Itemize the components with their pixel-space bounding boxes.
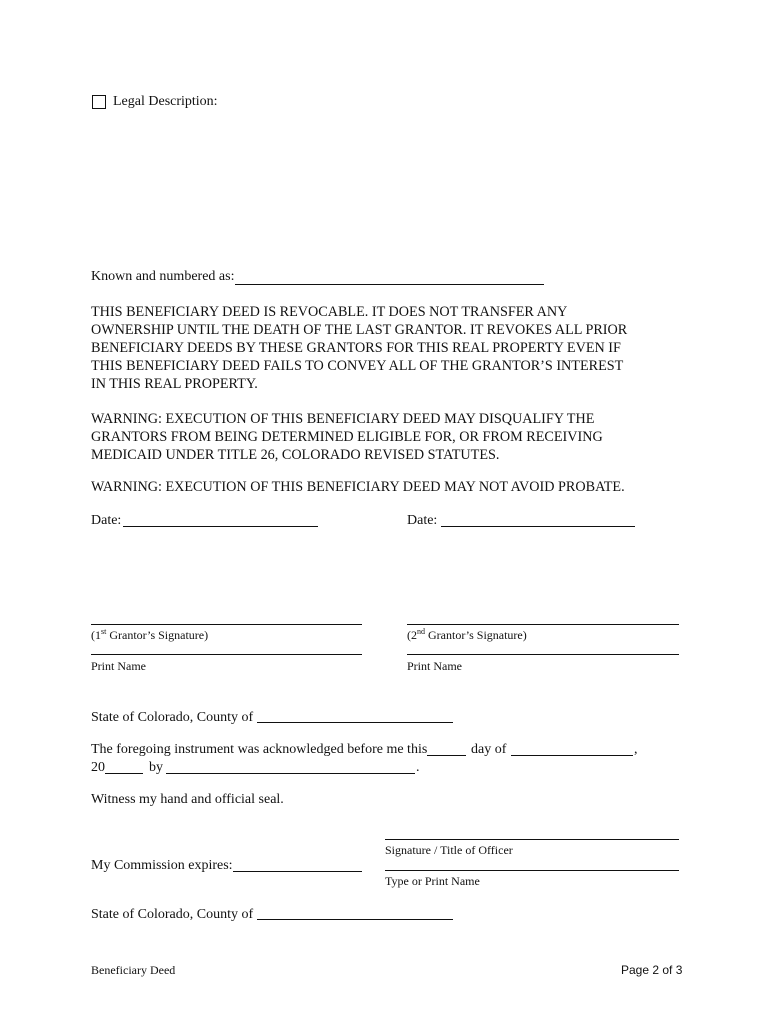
first-grantor-label-text: Grantor’s Signature) (106, 628, 209, 642)
county-field-1[interactable] (257, 722, 453, 723)
acknowledgment-prefix: The foregoing instrument was acknowledged before me this (91, 742, 428, 757)
print-name-label-right: Print Name (407, 659, 462, 673)
acknowledgment-comma: , (634, 742, 638, 757)
officer-signature-line[interactable] (385, 839, 679, 840)
second-grantor-ordinal: nd (417, 627, 425, 636)
print-name-label-left: Print Name (91, 659, 146, 673)
second-grantor-signature-label: (2nd Grantor’s Signature) (407, 627, 527, 642)
commission-expires-field[interactable] (233, 871, 362, 872)
probate-warning: WARNING: EXECUTION OF THIS BENEFICIARY DEED MAY NOT AVOID PROBATE. (91, 479, 625, 495)
footer-document-title: Beneficiary Deed (91, 963, 176, 977)
print-name-line-left[interactable] (91, 654, 362, 655)
witness-statement: Witness my hand and official seal. (91, 792, 284, 807)
date-label-right: Date: (407, 513, 438, 528)
acknowledgment-month-field[interactable] (511, 755, 633, 756)
by-field[interactable] (166, 773, 415, 774)
officer-signature-label: Signature / Title of Officer (385, 843, 513, 857)
second-grantor-label-text: Grantor’s Signature) (425, 628, 527, 642)
county-label-2: State of Colorado, County of (91, 907, 254, 922)
by-period: . (416, 760, 420, 775)
acknowledgment-day-of: day of (471, 742, 507, 757)
first-grantor-signature-label: (1st Grantor’s Signature) (91, 627, 209, 642)
county-field-2[interactable] (257, 919, 453, 920)
medicaid-warning: WARNING: EXECUTION OF THIS BENEFICIARY DEED MAY DISQUALIFY THE GRANTORS FROM BEING DETERMINED ELIGIBLE FOR, OR FROM RECEIVING MEDICAID UNDER TITLE 26, COLORADO REVISED STATUTES. (91, 411, 603, 463)
commission-expires-label: My Commission expires: (91, 858, 233, 873)
print-name-line-right[interactable] (407, 654, 679, 655)
second-grantor-signature-line[interactable] (407, 624, 679, 625)
legal-description-checkbox[interactable] (92, 95, 106, 109)
county-label-1: State of Colorado, County of (91, 710, 254, 725)
first-grantor-ordinal: st (101, 627, 107, 636)
date-field-left[interactable] (123, 526, 318, 527)
type-print-name-line[interactable] (385, 870, 679, 871)
first-grantor-signature-line[interactable] (91, 624, 362, 625)
second-grantor-number: 2 (411, 628, 417, 642)
first-grantor-number: 1 (95, 628, 101, 642)
type-print-name-label: Type or Print Name (385, 874, 480, 888)
footer-page-number: Page 2 of 3 (621, 963, 683, 977)
year-prefix: 20 (91, 760, 105, 775)
acknowledgment-day-field[interactable] (427, 755, 466, 756)
known-numbered-field[interactable] (235, 284, 544, 285)
revocable-notice: THIS BENEFICIARY DEED IS REVOCABLE. IT DOES NOT TRANSFER ANY OWNERSHIP UNTIL THE DEATH OF THE LAST GRANTOR. IT REVOKES ALL PRIOR BENEFICIARY DEEDS BY THESE GRANTORS FOR THIS REAL PROPERTY EVEN IF THIS BENEFICIARY DEED FAILS TO CONVEY ALL OF THE GRANTOR’S INTEREST IN THIS REAL PROPERTY. (91, 304, 628, 392)
known-numbered-label: Known and numbered as: (91, 269, 235, 284)
date-label-left: Date: (91, 513, 122, 528)
year-field[interactable] (105, 773, 143, 774)
legal-description-label: Legal Description: (113, 94, 218, 109)
date-field-right[interactable] (441, 526, 635, 527)
by-label: by (149, 760, 163, 775)
